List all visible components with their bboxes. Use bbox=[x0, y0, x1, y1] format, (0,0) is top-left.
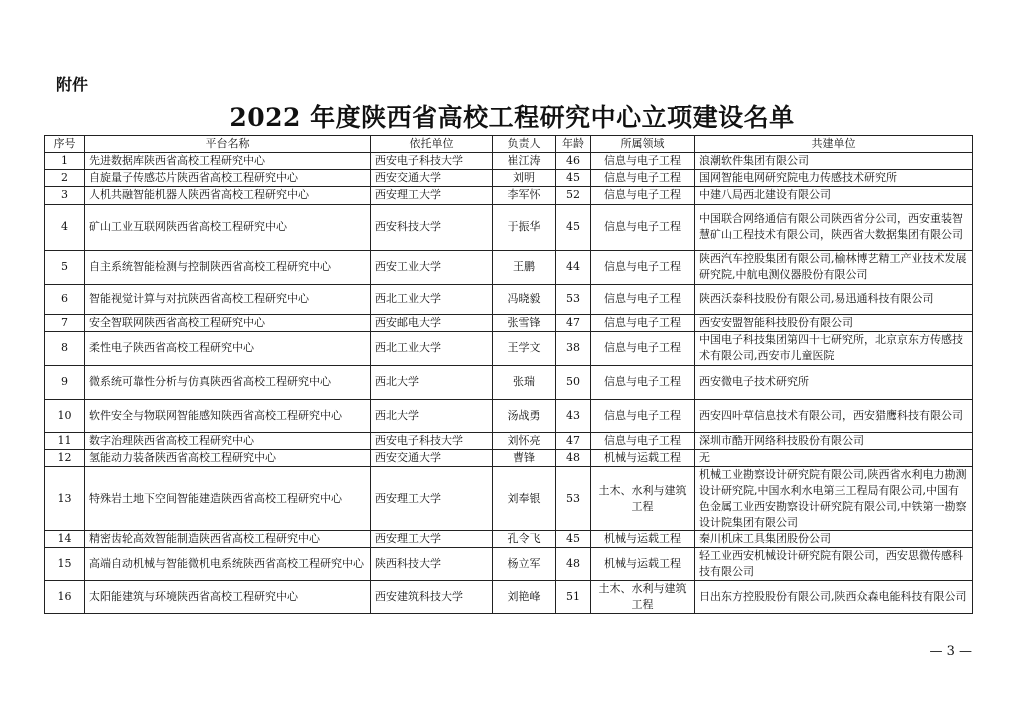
cell-leader: 王鹏 bbox=[493, 250, 556, 284]
cell-field: 信息与电子工程 bbox=[591, 314, 695, 331]
cell-platform: 软件安全与物联网智能感知陕西省高校工程研究中心 bbox=[85, 399, 371, 432]
cell-age: 46 bbox=[556, 152, 591, 169]
cell-leader: 王学文 bbox=[493, 331, 556, 365]
cell-no: 2 bbox=[45, 169, 85, 186]
cell-age: 50 bbox=[556, 365, 591, 399]
cell-no: 4 bbox=[45, 204, 85, 250]
cell-field: 信息与电子工程 bbox=[591, 250, 695, 284]
column-header-institution: 依托单位 bbox=[371, 136, 493, 153]
project-list-table bbox=[44, 135, 973, 614]
cell-age: 43 bbox=[556, 399, 591, 432]
cell-no: 3 bbox=[45, 186, 85, 204]
cell-leader: 李军怀 bbox=[493, 186, 556, 204]
cell-partners: 浪潮软件集团有限公司 bbox=[695, 152, 973, 169]
cell-platform: 矿山工业互联网陕西省高校工程研究中心 bbox=[85, 204, 371, 250]
cell-partners: 深圳市酷开网络科技股份有限公司 bbox=[695, 432, 973, 449]
cell-partners: 机械工业勘察设计研究院有限公司,陕西省水利电力勘测设计研究院,中国水利水电第三工程局有限公司,中国有色金属工业西安勘察设计研究院有限公司,中铁第一勘察设计院集团有限公司 bbox=[695, 466, 973, 531]
cell-partners: 陕西沃泰科技股份有限公司,易迅通科技有限公司 bbox=[695, 284, 973, 314]
cell-age: 53 bbox=[556, 466, 591, 531]
cell-age: 47 bbox=[556, 314, 591, 331]
cell-no: 8 bbox=[45, 331, 85, 365]
cell-age: 53 bbox=[556, 284, 591, 314]
table-row bbox=[45, 186, 973, 204]
cell-institution: 西北工业大学 bbox=[371, 284, 493, 314]
cell-leader: 冯晓毅 bbox=[493, 284, 556, 314]
cell-leader: 刘艳峰 bbox=[493, 581, 556, 614]
cell-platform: 太阳能建筑与环境陕西省高校工程研究中心 bbox=[85, 581, 371, 614]
cell-partners: 日出东方控股股份有限公司,陕西众森电能科技有限公司 bbox=[695, 581, 973, 614]
cell-platform: 微系统可靠性分析与仿真陕西省高校工程研究中心 bbox=[85, 365, 371, 399]
cell-institution: 西安电子科技大学 bbox=[371, 432, 493, 449]
cell-platform: 柔性电子陕西省高校工程研究中心 bbox=[85, 331, 371, 365]
cell-platform: 自旋量子传感芯片陕西省高校工程研究中心 bbox=[85, 169, 371, 186]
cell-age: 44 bbox=[556, 250, 591, 284]
attachment-label: 附件 bbox=[56, 75, 89, 94]
cell-institution: 西北大学 bbox=[371, 399, 493, 432]
column-header-age: 年龄 bbox=[556, 136, 591, 153]
cell-field: 信息与电子工程 bbox=[591, 204, 695, 250]
table-row bbox=[45, 365, 973, 399]
cell-platform: 先进数据库陕西省高校工程研究中心 bbox=[85, 152, 371, 169]
cell-age: 45 bbox=[556, 169, 591, 186]
cell-institution: 西安工业大学 bbox=[371, 250, 493, 284]
cell-age: 48 bbox=[556, 548, 591, 581]
cell-partners: 秦川机床工具集团股份公司 bbox=[695, 531, 973, 548]
cell-no: 7 bbox=[45, 314, 85, 331]
cell-platform: 安全智联网陕西省高校工程研究中心 bbox=[85, 314, 371, 331]
cell-field: 机械与运载工程 bbox=[591, 531, 695, 548]
cell-platform: 自主系统智能检测与控制陕西省高校工程研究中心 bbox=[85, 250, 371, 284]
cell-institution: 西安电子科技大学 bbox=[371, 152, 493, 169]
cell-field: 信息与电子工程 bbox=[591, 331, 695, 365]
page-number: — 3 — bbox=[929, 644, 972, 659]
table-row bbox=[45, 250, 973, 284]
cell-platform: 人机共融智能机器人陕西省高校工程研究中心 bbox=[85, 186, 371, 204]
cell-no: 5 bbox=[45, 250, 85, 284]
cell-partners: 中国联合网络通信有限公司陕西省分公司，西安重装智慧矿山工程技术有限公司，陕西省大数据集团有限公司 bbox=[695, 204, 973, 250]
cell-institution: 西安交通大学 bbox=[371, 449, 493, 466]
table-row bbox=[45, 466, 973, 531]
cell-institution: 西安交通大学 bbox=[371, 169, 493, 186]
cell-leader: 曹锋 bbox=[493, 449, 556, 466]
cell-leader: 刘明 bbox=[493, 169, 556, 186]
cell-platform: 精密齿轮高效智能制造陕西省高校工程研究中心 bbox=[85, 531, 371, 548]
column-header-platform: 平台名称 bbox=[85, 136, 371, 153]
cell-no: 14 bbox=[45, 531, 85, 548]
cell-no: 11 bbox=[45, 432, 85, 449]
table-row bbox=[45, 531, 973, 548]
cell-no: 9 bbox=[45, 365, 85, 399]
cell-age: 45 bbox=[556, 531, 591, 548]
cell-age: 38 bbox=[556, 331, 591, 365]
cell-age: 48 bbox=[556, 449, 591, 466]
cell-leader: 张瑞 bbox=[493, 365, 556, 399]
cell-institution: 陕西科技大学 bbox=[371, 548, 493, 581]
table-header-row bbox=[45, 136, 973, 153]
table-row bbox=[45, 432, 973, 449]
cell-field: 信息与电子工程 bbox=[591, 365, 695, 399]
table-row bbox=[45, 314, 973, 331]
cell-partners: 轻工业西安机械设计研究院有限公司，西安思微传感科技有限公司 bbox=[695, 548, 973, 581]
cell-no: 6 bbox=[45, 284, 85, 314]
column-header-no: 序号 bbox=[45, 136, 85, 153]
cell-field: 信息与电子工程 bbox=[591, 186, 695, 204]
cell-no: 12 bbox=[45, 449, 85, 466]
cell-partners: 无 bbox=[695, 449, 973, 466]
table-body bbox=[45, 152, 973, 613]
cell-institution: 西安邮电大学 bbox=[371, 314, 493, 331]
cell-leader: 于振华 bbox=[493, 204, 556, 250]
cell-institution: 西北大学 bbox=[371, 365, 493, 399]
cell-institution: 西安科技大学 bbox=[371, 204, 493, 250]
table-row bbox=[45, 449, 973, 466]
cell-leader: 崔江涛 bbox=[493, 152, 556, 169]
cell-institution: 西安理工大学 bbox=[371, 531, 493, 548]
column-header-partners: 共建单位 bbox=[695, 136, 973, 153]
cell-no: 13 bbox=[45, 466, 85, 531]
table-row bbox=[45, 169, 973, 186]
cell-partners: 西安微电子技术研究所 bbox=[695, 365, 973, 399]
cell-field: 信息与电子工程 bbox=[591, 432, 695, 449]
cell-field: 机械与运载工程 bbox=[591, 449, 695, 466]
cell-leader: 张雪锋 bbox=[493, 314, 556, 331]
table-row bbox=[45, 581, 973, 614]
cell-partners: 国网智能电网研究院电力传感技术研究所 bbox=[695, 169, 973, 186]
cell-field: 信息与电子工程 bbox=[591, 284, 695, 314]
cell-institution: 西安理工大学 bbox=[371, 466, 493, 531]
table-row bbox=[45, 331, 973, 365]
document-title: 2022 年度陕西省高校工程研究中心立项建设名单 bbox=[229, 103, 795, 132]
cell-platform: 数字治理陕西省高校工程研究中心 bbox=[85, 432, 371, 449]
column-header-leader: 负责人 bbox=[493, 136, 556, 153]
cell-field: 信息与电子工程 bbox=[591, 152, 695, 169]
cell-partners: 西安四叶草信息技术有限公司，西安猎鹰科技有限公司 bbox=[695, 399, 973, 432]
table-row bbox=[45, 204, 973, 250]
cell-leader: 刘怀亮 bbox=[493, 432, 556, 449]
cell-no: 10 bbox=[45, 399, 85, 432]
cell-leader: 杨立军 bbox=[493, 548, 556, 581]
cell-partners: 西安安盟智能科技股份有限公司 bbox=[695, 314, 973, 331]
cell-institution: 西北工业大学 bbox=[371, 331, 493, 365]
cell-field: 信息与电子工程 bbox=[591, 399, 695, 432]
cell-institution: 西安建筑科技大学 bbox=[371, 581, 493, 614]
cell-platform: 特殊岩土地下空间智能建造陕西省高校工程研究中心 bbox=[85, 466, 371, 531]
cell-partners: 中建八局西北建设有限公司 bbox=[695, 186, 973, 204]
cell-leader: 汤战勇 bbox=[493, 399, 556, 432]
cell-platform: 氢能动力装备陕西省高校工程研究中心 bbox=[85, 449, 371, 466]
cell-leader: 刘奉银 bbox=[493, 466, 556, 531]
table-row bbox=[45, 399, 973, 432]
cell-partners: 中国电子科技集团第四十七研究所，北京京东方传感技术有限公司,西安市儿童医院 bbox=[695, 331, 973, 365]
table-row bbox=[45, 284, 973, 314]
cell-no: 16 bbox=[45, 581, 85, 614]
cell-age: 51 bbox=[556, 581, 591, 614]
cell-partners: 陕西汽车控股集团有限公司,榆林博艺精工产业技术发展研究院,中航电测仪器股份有限公司 bbox=[695, 250, 973, 284]
cell-institution: 西安理工大学 bbox=[371, 186, 493, 204]
cell-field: 土木、水利与建筑工程 bbox=[591, 581, 695, 614]
cell-no: 15 bbox=[45, 548, 85, 581]
cell-leader: 孔令飞 bbox=[493, 531, 556, 548]
cell-age: 45 bbox=[556, 204, 591, 250]
cell-platform: 智能视觉计算与对抗陕西省高校工程研究中心 bbox=[85, 284, 371, 314]
table-row bbox=[45, 152, 973, 169]
cell-field: 信息与电子工程 bbox=[591, 169, 695, 186]
cell-platform: 高端自动机械与智能微机电系统陕西省高校工程研究中心 bbox=[85, 548, 371, 581]
column-header-field: 所属领域 bbox=[591, 136, 695, 153]
table-row bbox=[45, 548, 973, 581]
cell-field: 机械与运载工程 bbox=[591, 548, 695, 581]
cell-age: 47 bbox=[556, 432, 591, 449]
cell-field: 土木、水利与建筑工程 bbox=[591, 466, 695, 531]
cell-age: 52 bbox=[556, 186, 591, 204]
cell-no: 1 bbox=[45, 152, 85, 169]
